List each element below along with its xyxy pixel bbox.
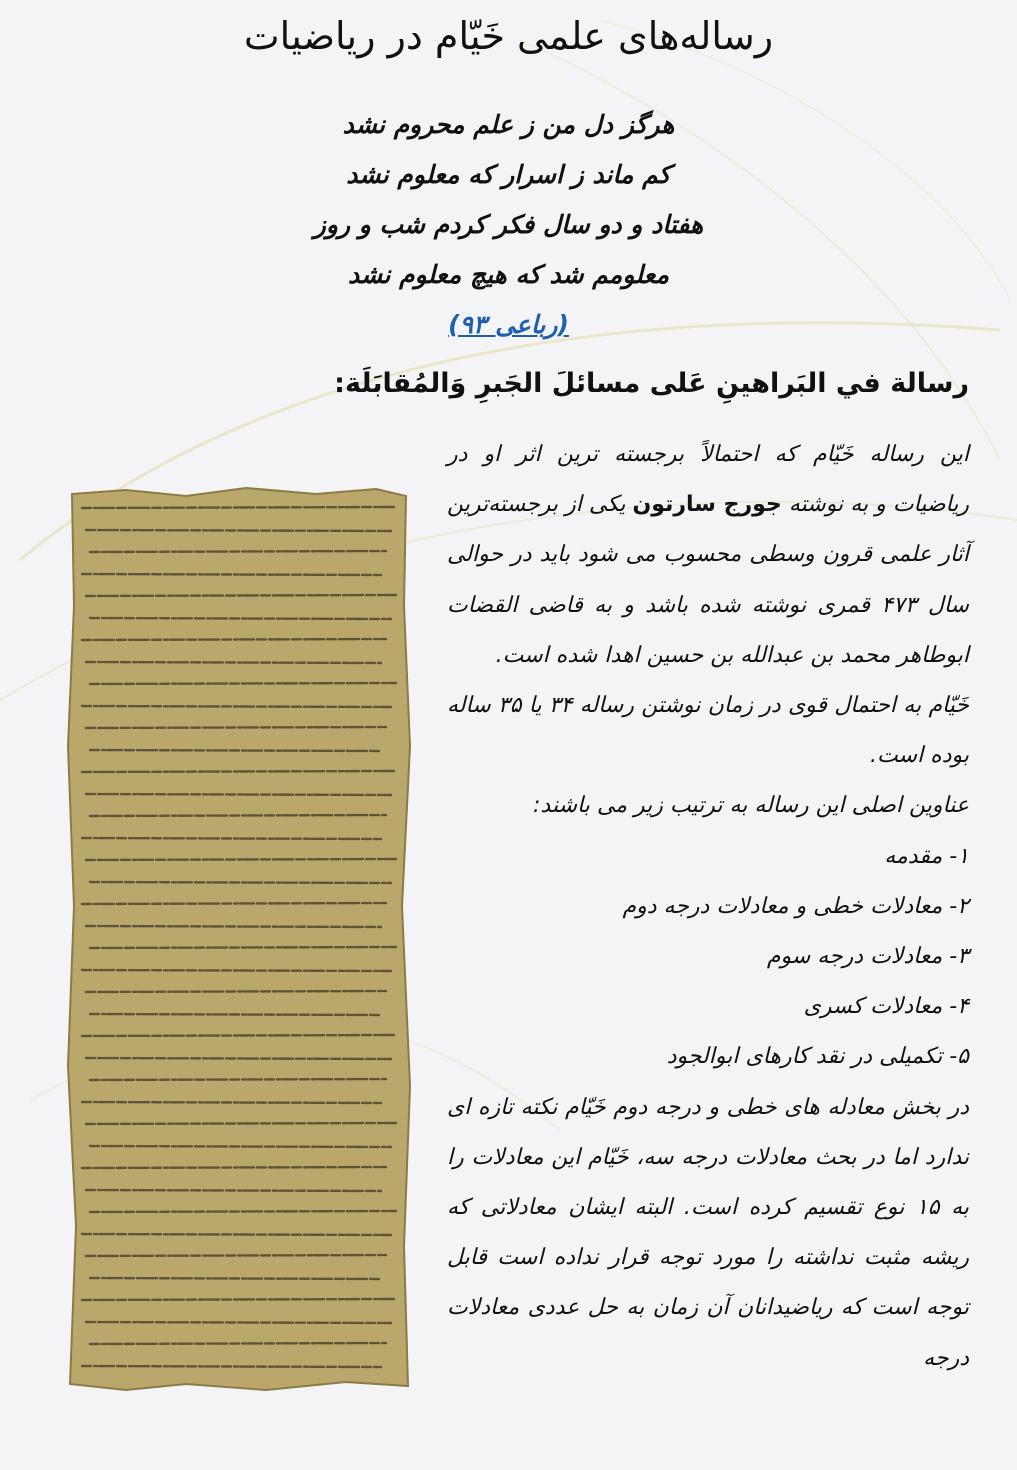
list-item: ۴- معادلات کسری <box>803 994 969 1020</box>
body-text <box>447 430 969 1384</box>
list-item: ۱- مقدمه <box>884 843 969 869</box>
paragraph-equations: در بخش معادله های خطی و درجه دوم خَیّام نکته تازه ای ندارد اما در بحث معادلات درجه سه، خَیّام این معادلات را به ۱۵ نوع تقسیم کرده است. البته ایشان معادلاتی که ریشه مثبت نداشته را مورد توجه قرار نداده است قابل توجه است که ریاضیدانان آن زمان به حل عددی معادلات درجه <box>447 1094 969 1371</box>
poem-line: هرگز دل من ز علم محروم نشد <box>342 110 675 139</box>
page-title: رساله‌های علمی خَیّام در ریاضیات <box>243 14 774 58</box>
list-item: ۳- معادلات درجه سوم <box>766 944 969 970</box>
paragraph-contents: عناوین اصلی این رساله به ترتیب زیر می باشند: <box>533 793 969 819</box>
quatrain <box>0 100 1017 350</box>
list-item: ۵- تکمیلی در نقد کارهای ابوالجود <box>666 1044 969 1070</box>
paragraph-intro: این رساله خَیّام که احتمالاً برجسته ترین اثر او در ریاضیات و به نوشته جورج سارتون یکی از برجسته‌ترین آثار علمی قرون وسطی محسوب می شود باید در حوالی سال ۴۷۳ قمری نوشته شده باشد و به قاضی القضات ابوطاهر محمد بن عبدالله بن حسین اهدا شده است. <box>447 442 970 668</box>
poem-line: کم ماند ز اسرار که معلوم نشد <box>346 160 671 189</box>
paragraph-age: خَیّام به احتمال قوی در زمان نوشتن رساله ۳۴ یا ۳۵ ساله بوده است. <box>447 693 970 769</box>
quatrain-reference-link[interactable]: (رباعی ۹۳) <box>448 310 569 339</box>
poem-line: هفتاد و دو سال فکر کردم شب و روز <box>313 210 704 239</box>
list-item: ۲- معادلات خطی و معادلات درجه دوم <box>622 893 969 919</box>
section-heading: رسالة في البَراهينِ عَلى مسائلَ الجَبرِ وَالمُقابَلَة: <box>334 368 969 399</box>
poem-line: معلومم شد که هیچ معلوم نشد <box>348 260 669 289</box>
manuscript-image <box>66 486 412 1392</box>
person-name: جورج سارتون <box>632 492 782 518</box>
